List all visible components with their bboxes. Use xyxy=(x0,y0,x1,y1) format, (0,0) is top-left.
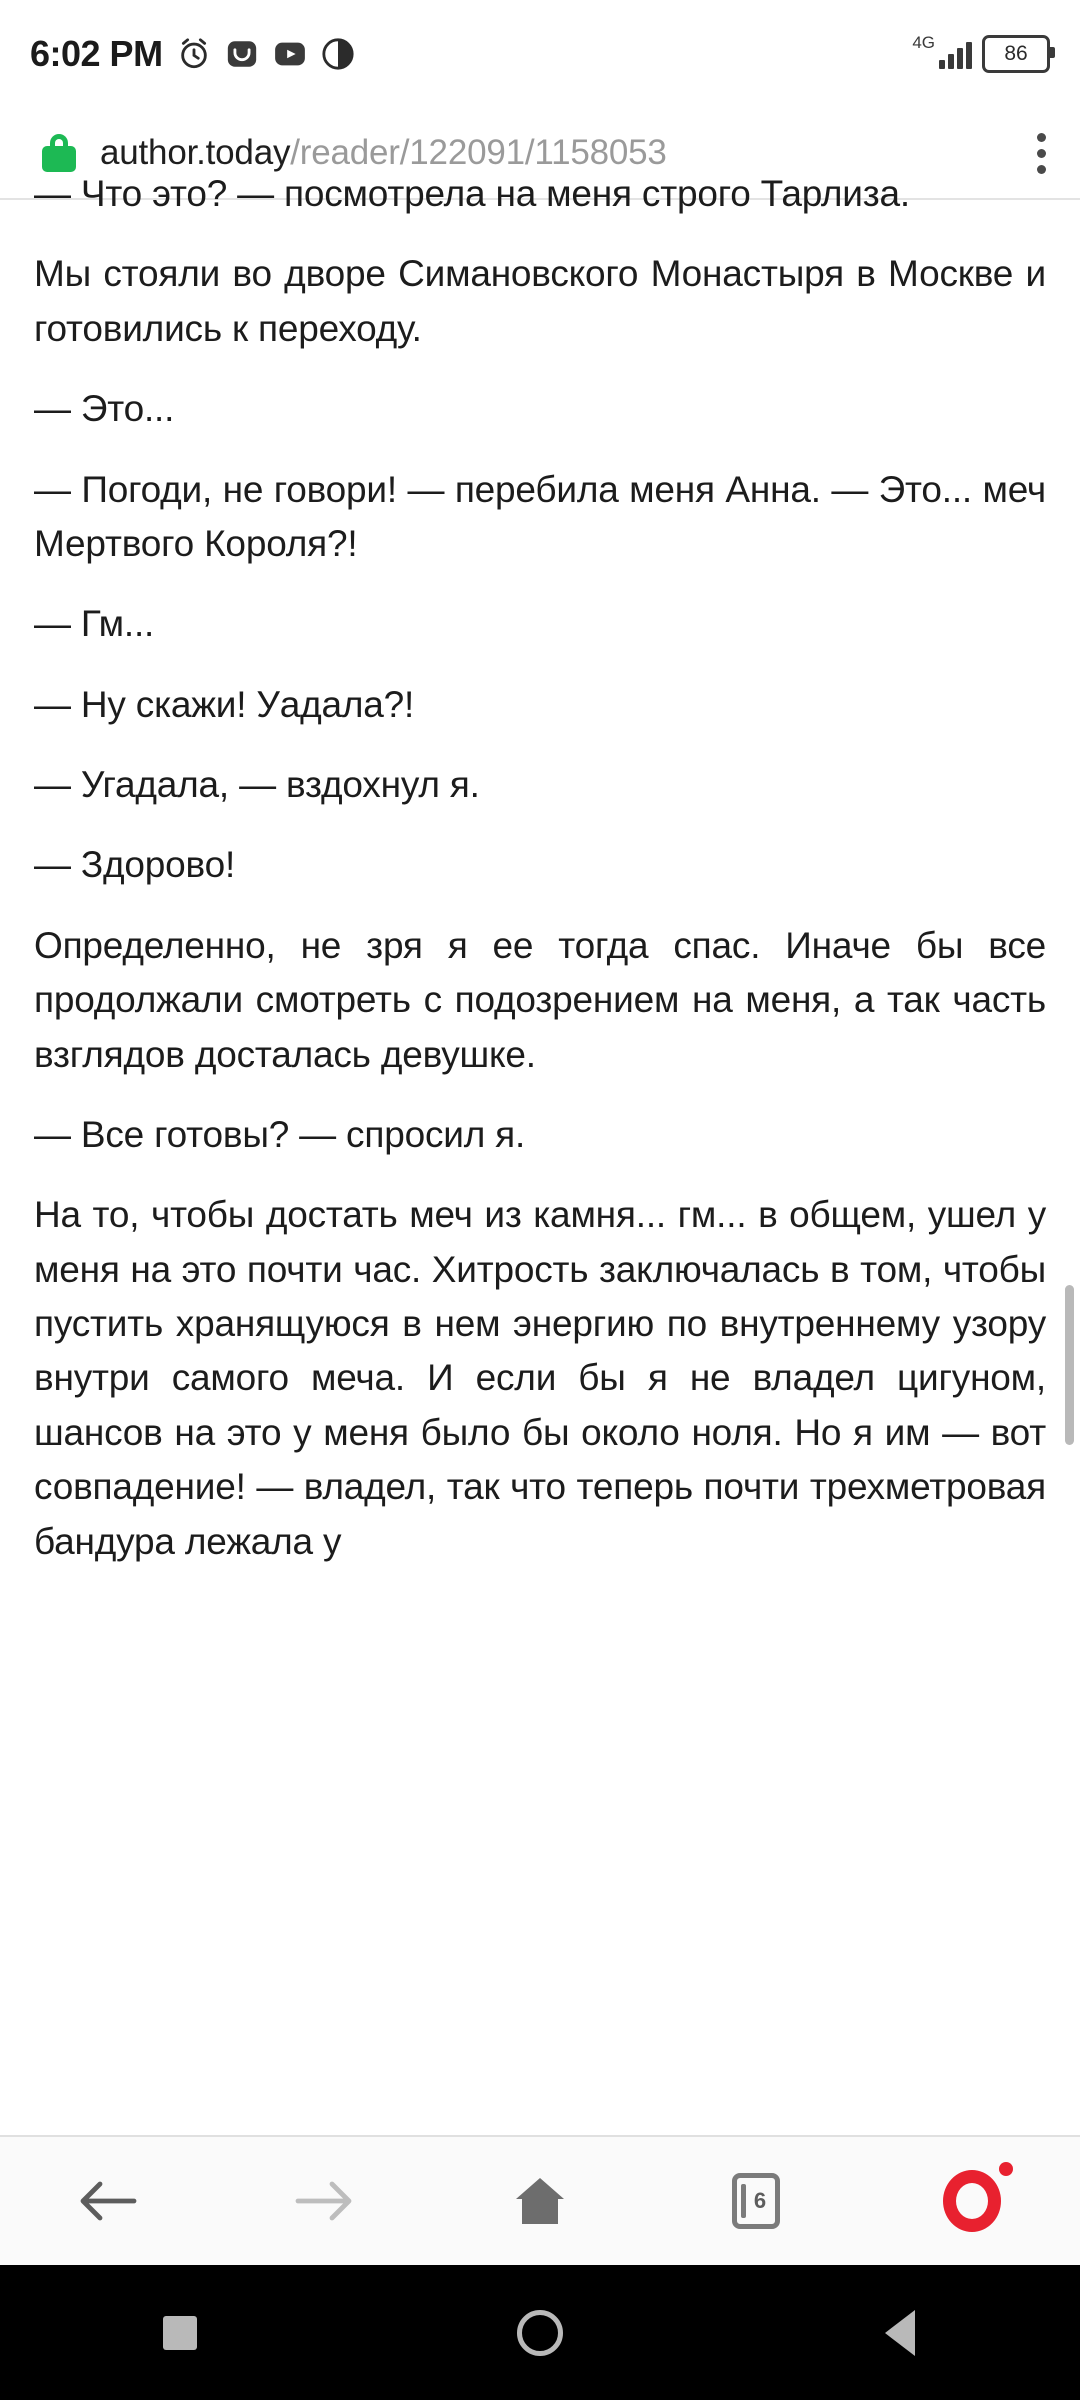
paragraph: — Что это? — посмотрела на меня строго Тарлиза. xyxy=(34,173,910,214)
signal-strength-icon xyxy=(939,39,972,69)
back-button[interactable] xyxy=(43,2146,173,2256)
status-bar-left xyxy=(30,33,355,75)
url-domain: author.today xyxy=(100,133,291,172)
forward-arrow-icon xyxy=(294,2178,354,2224)
network-type-label: 4G xyxy=(912,33,935,52)
reader-text-body xyxy=(0,167,1080,1569)
dark-mode-icon xyxy=(321,37,355,71)
inbox-app-icon xyxy=(225,37,259,71)
android-system-nav xyxy=(0,2265,1080,2400)
back-triangle-icon xyxy=(885,2310,915,2356)
battery-level-label: 86 xyxy=(1004,42,1028,65)
vertical-scrollbar[interactable] xyxy=(1065,1285,1074,1445)
opera-logo-icon xyxy=(943,2170,1001,2232)
status-bar xyxy=(0,0,1080,108)
paragraph: — Все готовы? — спросил я. xyxy=(34,1113,526,1155)
home-button[interactable] xyxy=(475,2146,605,2256)
recents-square-icon xyxy=(163,2316,197,2350)
back-button-system[interactable] xyxy=(840,2283,960,2383)
status-bar-right xyxy=(912,35,1050,73)
paragraph: На то, чтобы достать меч из камня... гм... в общем, ушел у меня на это почти час. Хитрость заключалась в том, чтобы пустить хранящуюся в нем энергию по внутреннему узору внутри самого меча. И если бы я не владел цигуном, шансов на это у меня было бы около ноля. Но я им — вот совпадение! — владел, так что теперь почти трехметровая бандура лежала у xyxy=(34,1194,1046,1562)
paragraph: — Угадала, — вздохнул я. xyxy=(34,764,480,805)
youtube-app-icon xyxy=(273,37,307,71)
back-arrow-icon xyxy=(78,2178,138,2224)
tabs-icon xyxy=(732,2173,780,2229)
status-clock: 6:02 PM xyxy=(30,33,163,74)
home-button-system[interactable] xyxy=(480,2283,600,2383)
paragraph: — Ну скажи! Уадала?! xyxy=(34,683,415,725)
home-circle-icon xyxy=(517,2310,563,2356)
browser-bottom-nav xyxy=(0,2135,1080,2265)
paragraph: — Гм... xyxy=(34,603,155,645)
paragraph: Мы стояли во дворе Симановского Монастыря в Москве и готовились к переходу. xyxy=(34,253,1046,349)
paragraph: Определенно, не зря я ее тогда спас. Иначе бы все продолжали смотреть с подозрением на меня, а так часть взглядов досталась девушке. xyxy=(34,924,1046,1075)
paragraph: — Здорово! xyxy=(34,844,236,886)
tabs-count-label: 6 xyxy=(753,2188,767,2213)
paragraph: — Погоди, не говори! — перебила меня Анна. — Это... меч Мертвого Короля?! xyxy=(34,468,1046,564)
battery-icon xyxy=(982,35,1050,73)
home-icon xyxy=(511,2174,569,2228)
forward-button[interactable] xyxy=(259,2146,389,2256)
alarm-clock-icon xyxy=(177,37,211,71)
tabs-button[interactable] xyxy=(691,2146,821,2256)
opera-menu-button[interactable] xyxy=(907,2146,1037,2256)
url-path: /reader/122091/1158053 xyxy=(290,133,667,172)
notification-dot-icon xyxy=(999,2162,1013,2176)
reader-content[interactable] xyxy=(0,173,1080,2135)
paragraph: — Это... xyxy=(34,388,175,430)
recents-button[interactable] xyxy=(120,2283,240,2383)
